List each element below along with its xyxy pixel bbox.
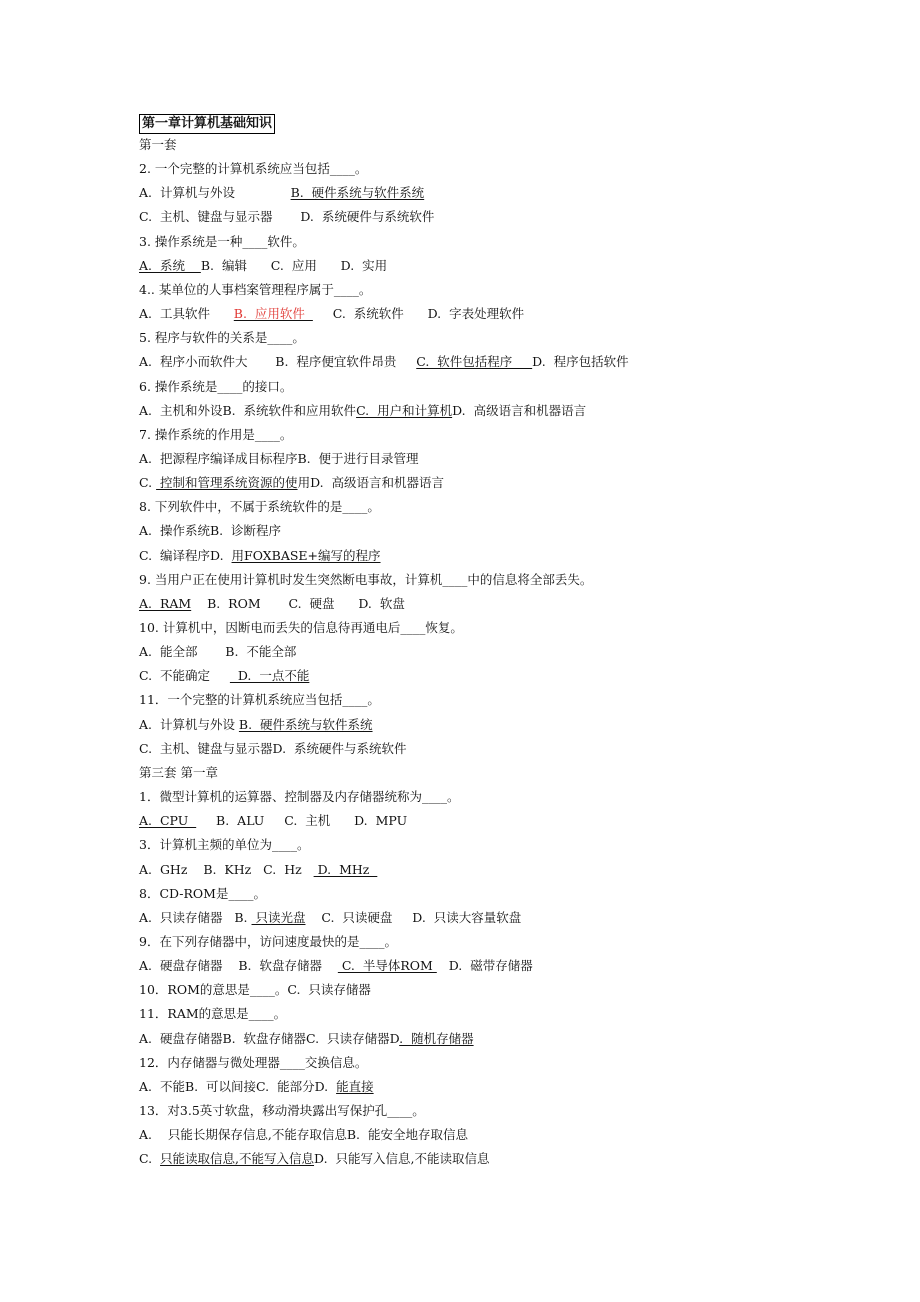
line-text: A. GHz B. KHz C. Hz <box>139 861 314 877</box>
answer-text: . 随机存储器 <box>399 1030 474 1046</box>
answer-text: 控制和管理系统资源的使 <box>156 475 298 491</box>
line-text: A. 硬盘存储器B. 软盘存储器C. 只读存储器D <box>139 1030 400 1046</box>
line-text: C. 系统软件 D. 字表处理软件 <box>312 306 525 321</box>
line-text: 12．内存储器与微处理器____交换信息。 <box>139 1054 368 1070</box>
text-line <box>139 354 629 370</box>
text-line <box>139 1031 474 1047</box>
text-line <box>139 789 459 805</box>
answer-text: A. 系统 <box>139 257 201 273</box>
line-text: D. 程序包括软件 <box>532 354 629 370</box>
line-text: A. 工具软件 <box>139 306 234 321</box>
line-text: D. 高级语言和机器语言 <box>452 402 587 418</box>
text-line <box>139 137 177 153</box>
line-text: B. ALU C. 主机 D. MPU <box>196 813 408 829</box>
answer-text-highlighted: B. 应用软件 <box>233 306 313 321</box>
line-text: 3．计算机主频的单位为____。 <box>139 837 310 853</box>
line-text: A. 把源程序编译成目标程序B. 便于进行目录管理 <box>139 450 419 466</box>
text-line <box>139 620 463 636</box>
answer-text: D. 一点不能 <box>229 668 310 684</box>
line-text: A. 能全部 B. 不能全部 <box>139 644 297 660</box>
text-line <box>139 209 434 225</box>
line-text: A. 主机和外设B. 系统软件和应用软件 <box>139 402 357 418</box>
line-text: 10. 计算机中，因断电而丢失的信息待再通电后____恢复。 <box>139 620 463 635</box>
line-text: A. 计算机与外设 <box>139 716 239 732</box>
answer-text: A. CPU <box>139 813 197 829</box>
answer-text: 能直接 <box>336 1078 374 1094</box>
text-line <box>139 306 524 322</box>
text-line <box>139 837 309 853</box>
text-line <box>139 427 292 443</box>
text-line <box>139 379 292 395</box>
line-text: A. 计算机与外设 <box>139 185 291 201</box>
line-text: 第三套 第一章 <box>139 764 218 780</box>
text-line <box>139 185 424 201</box>
text-line <box>139 1006 286 1022</box>
line-text: A. 不能B. 可以间接C. 能部分D. <box>139 1078 337 1094</box>
answer-text: C. 用户和计算机 <box>356 402 453 418</box>
text-line <box>139 862 377 878</box>
line-text: 8. 下列软件中，不属于系统软件的是____。 <box>139 499 380 515</box>
line-text: 11．一个完整的计算机系统应当包括____。 <box>139 692 380 708</box>
text-line <box>139 596 405 612</box>
text-line <box>139 958 533 974</box>
answer-text: C. 半导体ROM <box>337 958 437 974</box>
text-line <box>139 644 296 660</box>
line-text: C. <box>139 475 157 491</box>
line-text: D. 只能写入信息,不能读取信息 <box>314 1151 490 1167</box>
line-text: 11．RAM的意思是____。 <box>139 1006 287 1022</box>
line-text: 6. 操作系统是____的接口。 <box>139 378 293 394</box>
text-line <box>139 934 397 950</box>
text-line <box>139 451 419 467</box>
line-text: C. 主机、键盘与显示器D. 系统硬件与系统软件 <box>139 740 407 756</box>
text-line <box>139 403 586 419</box>
text-line <box>139 1079 374 1095</box>
text-line <box>139 717 373 733</box>
answer-text: 只能读取信息,不能写入信息 <box>160 1151 315 1167</box>
answer-text: B. 硬件系统与软件系统 <box>238 716 373 732</box>
line-text: 用D. 高级语言和机器语言 <box>297 475 445 491</box>
answer-text: A. RAM <box>139 595 192 611</box>
line-text: 13．对3.5英寸软盘，移动滑块露出写保护孔____。 <box>139 1103 425 1118</box>
line-text: C. 编译程序D. <box>139 547 232 563</box>
text-line <box>139 282 371 298</box>
line-text: C. 只读硬盘 D. 只读大容量软盘 <box>305 909 522 925</box>
text-line <box>139 258 387 274</box>
text-line <box>139 1127 468 1143</box>
answer-text: 用FOXBASE+编写的程序 <box>231 547 381 563</box>
text-line <box>139 161 367 177</box>
text-line <box>139 234 305 250</box>
line-text: C. <box>139 1151 161 1167</box>
answer-text: 只读光盘 <box>251 909 306 925</box>
line-text: 7. 操作系统的作用是____。 <box>139 426 293 442</box>
chapter-title: 第一章计算机基础知识 <box>139 114 275 134</box>
line-text: A. 只读存储器 B. <box>139 909 252 925</box>
line-text: A. 操作系统B. 诊断程序 <box>139 523 282 539</box>
line-text: 1．微型计算机的运算器、控制器及内存储器统称为____。 <box>139 789 460 804</box>
line-text: B. 编辑 C. 应用 D. 实用 <box>200 257 388 273</box>
line-text: A. 只能长期保存信息,不能存取信息B. 能安全地存取信息 <box>139 1127 468 1143</box>
text-line <box>139 741 407 757</box>
line-text: 4.. 某单位的人事档案管理程序属于____。 <box>139 281 372 297</box>
line-text: D. 磁带存储器 <box>436 958 533 974</box>
line-text: 5. 程序与软件的关系是____。 <box>139 330 305 346</box>
line-text: 10．ROM的意思是____。C. 只读存储器 <box>139 982 371 998</box>
line-text: A. 程序小而软件大 B. 程序便宜软件昂贵 <box>139 354 417 370</box>
line-text: 9. 当用户正在使用计算机时发生突然断电事故，计算机____中的信息将全部丢失。 <box>139 571 593 587</box>
answer-text: B. 硬件系统与软件系统 <box>290 185 425 201</box>
text-line <box>139 910 521 926</box>
text-line <box>139 523 281 539</box>
text-line <box>139 813 407 829</box>
line-text: B. ROM C. 硬盘 D. 软盘 <box>191 595 405 611</box>
answer-text: D. MHz <box>313 861 378 877</box>
line-text: 8．CD-ROM是____。 <box>139 885 266 901</box>
line-text: 第一套 <box>139 137 177 152</box>
text-line <box>139 692 380 708</box>
text-line <box>139 1103 425 1119</box>
line-text: C. 不能确定 <box>139 668 230 684</box>
text-line <box>139 765 218 781</box>
text-line <box>139 1055 367 1071</box>
text-line <box>139 548 381 564</box>
line-text: 3. 操作系统是一种____软件。 <box>139 233 305 249</box>
line-text: C. 主机、键盘与显示器 D. 系统硬件与系统软件 <box>139 209 435 225</box>
text-line <box>139 330 305 346</box>
text-line <box>139 668 309 684</box>
text-line <box>139 982 371 998</box>
text-line <box>139 572 592 588</box>
text-line <box>139 499 380 515</box>
text-line <box>139 886 266 902</box>
answer-text: C. 软件包括程序 <box>416 354 533 370</box>
text-line <box>139 1151 490 1167</box>
text-line <box>139 475 444 491</box>
line-text: 2. 一个完整的计算机系统应当包括____。 <box>139 161 368 177</box>
line-text: A. 硬盘存储器 B. 软盘存储器 <box>139 958 338 974</box>
line-text: 9．在下列存储器中，访问速度最快的是____。 <box>139 933 397 949</box>
